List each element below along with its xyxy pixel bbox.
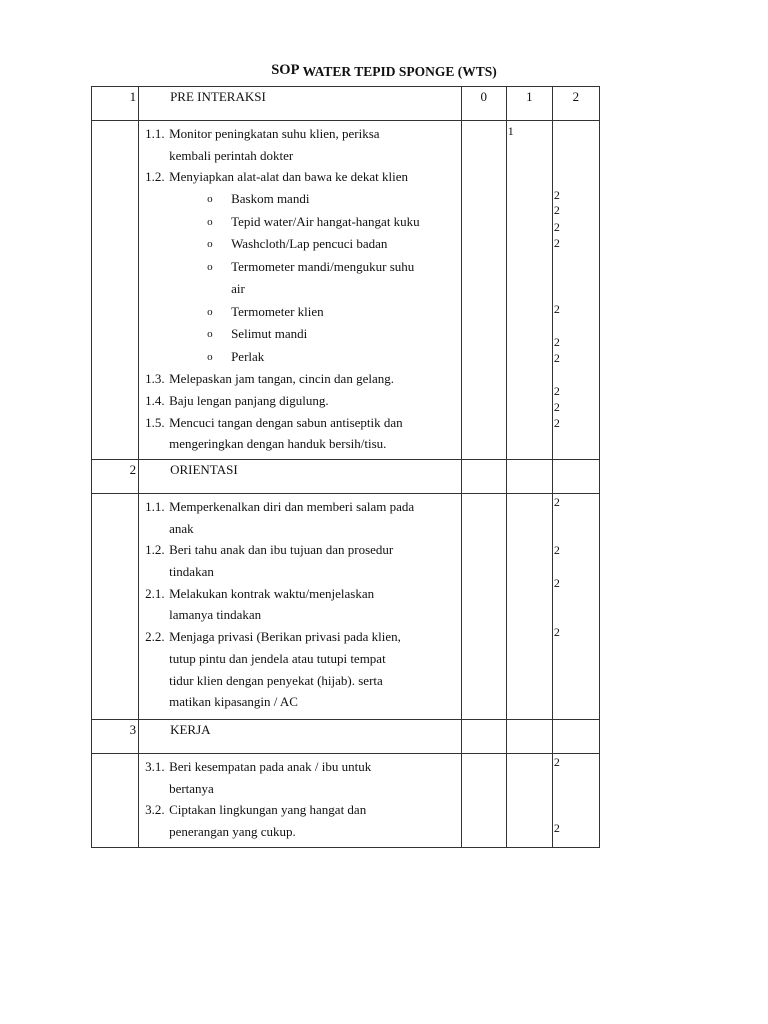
item-line: Ciptakan lingkungan yang hangat dan	[169, 802, 367, 818]
score-mark: 1	[507, 124, 514, 138]
score-mark: 2	[553, 188, 560, 202]
title-prefix: SOP	[271, 62, 300, 78]
score-mark: 2	[553, 236, 560, 250]
item-line: tutup pintu dan jendela atau tutupi tempat	[169, 650, 386, 666]
item-line: mengeringkan dengan handuk bersih/tisu.	[169, 436, 387, 452]
item-number: 1.5.	[145, 414, 165, 430]
section-content-row	[92, 493, 600, 719]
score-column-2	[552, 121, 599, 460]
sub-item-text	[231, 256, 457, 301]
item-line: matikan kipasangin / AC	[169, 694, 298, 710]
sub-item-text	[231, 233, 457, 256]
item-text	[169, 166, 457, 188]
sub-item-line: air	[231, 281, 245, 297]
section-number: 3	[92, 719, 139, 753]
sub-item-line: Selimut mandi	[231, 326, 308, 342]
item-text	[169, 123, 457, 166]
bullet-icon: o	[207, 238, 213, 251]
score-mark: 2	[553, 220, 560, 234]
item-text	[169, 390, 457, 412]
sub-item	[145, 323, 457, 346]
item-text	[169, 368, 457, 390]
sub-item-text	[231, 323, 457, 346]
score-mark: 2	[553, 624, 560, 639]
item-line: penerangan yang cukup.	[169, 824, 296, 840]
item-line: Menyiapkan alat-alat dan bawa ke dekat klien	[169, 169, 409, 185]
item-line: Menjaga privasi (Berikan privasi pada klien,	[169, 629, 401, 645]
item-line: kembali perintah dokter	[169, 147, 294, 163]
item-line: Beri kesempatan pada anak / ibu untuk	[169, 758, 372, 774]
list-item	[145, 123, 457, 166]
list-item	[145, 799, 457, 842]
item-text	[169, 539, 457, 582]
item-line: Baju lengan panjang digulung.	[169, 392, 329, 408]
sub-item	[145, 346, 457, 369]
sub-item	[145, 211, 457, 234]
sub-item-text	[231, 211, 457, 234]
sub-item	[145, 301, 457, 324]
sop-table	[91, 86, 600, 848]
section-number: 2	[92, 459, 139, 493]
section-header-row	[92, 459, 600, 493]
item-number: 1.2.	[145, 542, 165, 558]
bullet-icon: o	[207, 215, 213, 228]
sub-item-line: Baskom mandi	[231, 191, 310, 207]
score-mark: 2	[553, 754, 560, 769]
score-mark: 2	[553, 384, 560, 398]
list-item	[145, 368, 457, 390]
bullet-icon: o	[207, 328, 213, 341]
sub-item-line: Tepid water/Air hangat-hangat kuku	[231, 213, 420, 229]
sub-item	[145, 188, 457, 211]
sub-item-line: Termometer mandi/mengukur suhu	[231, 258, 415, 274]
score-column-2	[552, 493, 599, 719]
item-text	[169, 583, 457, 626]
item-text	[169, 756, 457, 799]
item-number: 2.2.	[145, 629, 165, 645]
list-item	[145, 756, 457, 799]
section-number: 1	[92, 87, 139, 121]
score-mark: 2	[553, 203, 560, 217]
list-item	[145, 412, 457, 455]
score-mark: 2	[553, 351, 560, 365]
section-content	[139, 121, 462, 460]
item-number: 1.1.	[145, 126, 165, 141]
item-line: anak	[169, 520, 194, 536]
section-title: KERJA	[139, 719, 462, 753]
item-text	[169, 799, 457, 842]
score-mark: 2	[553, 335, 560, 349]
list-item	[145, 626, 457, 713]
list-item	[145, 390, 457, 412]
item-line: tidur klien dengan penyekat (hijab). serta	[169, 672, 383, 688]
score-mark: 2	[553, 400, 560, 414]
item-line: Mencuci tangan dengan sabun antiseptik dan	[169, 414, 403, 430]
score-mark: 2	[553, 494, 560, 509]
section-header-row	[92, 719, 600, 753]
item-line: lamanya tindakan	[169, 607, 262, 623]
item-line: bertanya	[169, 780, 214, 796]
item-line: Melakukan kontrak waktu/menjelaskan	[169, 585, 375, 601]
score-mark: 2	[553, 820, 560, 835]
item-number: 1.3.	[145, 371, 165, 387]
item-line: Melepaskan jam tangan, cincin dan gelang.	[169, 371, 394, 387]
sub-item-text	[231, 188, 457, 211]
score-mark: 2	[553, 302, 560, 316]
item-line: Beri tahu anak dan ibu tujuan dan prosedur	[169, 542, 394, 558]
item-line: Monitor peningkatan suhu klien, periksa	[169, 126, 380, 141]
section-title: PRE INTERAKSI	[139, 87, 462, 121]
item-number: 1.1.	[145, 498, 165, 514]
item-text	[169, 412, 457, 455]
item-number: 3.2.	[145, 802, 165, 818]
section-title: ORIENTASI	[139, 459, 462, 493]
section-header-row	[92, 87, 600, 121]
score-column-2	[552, 753, 599, 847]
score-column-1	[506, 121, 552, 460]
list-item	[145, 539, 457, 582]
bullet-icon: o	[207, 193, 213, 206]
score-header-0: 0	[461, 87, 506, 121]
item-number: 2.1.	[145, 585, 165, 601]
sub-item-line: Perlak	[231, 348, 265, 364]
item-number: 1.4.	[145, 392, 165, 408]
sub-item	[145, 233, 457, 256]
section-content-row	[92, 121, 600, 460]
item-line: Memperkenalkan diri dan memberi salam pada	[169, 498, 415, 514]
bullet-icon: o	[207, 305, 213, 318]
list-item	[145, 496, 457, 539]
score-header-1: 1	[506, 87, 552, 121]
sub-item-line: Termometer klien	[231, 303, 324, 319]
item-text	[169, 496, 457, 539]
sub-item-line: Washcloth/Lap pencuci badan	[231, 236, 388, 252]
bullet-icon: o	[207, 350, 213, 363]
sub-item-text	[231, 346, 457, 369]
section-content-row	[92, 753, 600, 847]
list-item	[145, 166, 457, 188]
bullet-icon: o	[207, 260, 213, 273]
item-number: 3.1.	[145, 758, 165, 774]
sub-item	[145, 256, 457, 301]
title-main: WATER TEPID SPONGE (WTS)	[302, 64, 497, 79]
item-text	[169, 626, 457, 713]
page-title	[0, 64, 768, 81]
score-mark: 2	[553, 542, 560, 557]
list-item	[145, 583, 457, 626]
sub-item-text	[231, 301, 457, 324]
score-mark: 2	[553, 575, 560, 590]
item-number: 1.2.	[145, 169, 165, 185]
item-line: tindakan	[169, 564, 214, 580]
score-mark: 2	[553, 416, 560, 430]
section-content	[139, 753, 462, 847]
section-content	[139, 493, 462, 719]
score-header-2: 2	[552, 87, 599, 121]
